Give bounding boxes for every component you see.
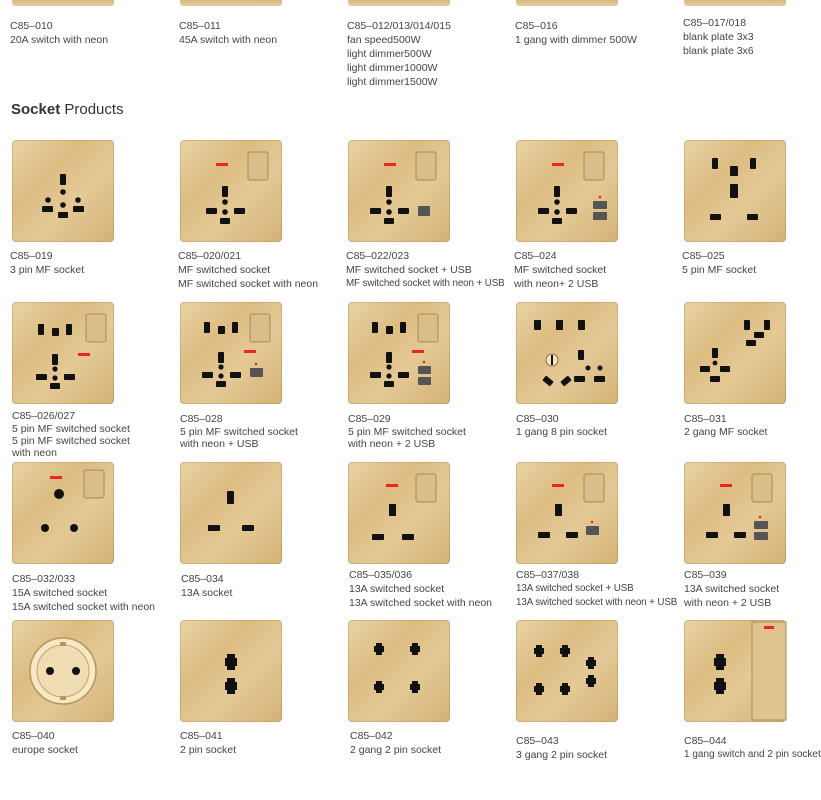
product-code: C85–031 [684, 413, 727, 425]
5pin-mf-switched-socket-icon [12, 302, 114, 404]
product-desc: 3 pin MF socket [10, 264, 85, 276]
product-image [12, 302, 114, 404]
product-desc: 13A switched socket [349, 583, 445, 595]
product-image [180, 302, 282, 404]
product-image [180, 140, 282, 242]
product-image [180, 462, 282, 564]
product-desc: MF switched socket + USB [346, 264, 472, 276]
section-title-rest: Products [60, 101, 124, 118]
product-code: C85–020/021 [178, 250, 242, 262]
product-caption [349, 569, 492, 610]
product-desc: with neon + 2 USB [684, 597, 772, 609]
product-image [12, 0, 114, 6]
product-code: C85–037/038 [516, 569, 580, 581]
product-desc: with neon + USB [180, 438, 259, 450]
product-caption [12, 573, 155, 614]
product-desc: blank plate 3x3 [683, 31, 754, 43]
2gang-2pin-socket-icon [348, 620, 450, 722]
product-caption [10, 20, 108, 47]
product-desc: 13A switched socket with neon [349, 597, 493, 609]
product-image [348, 620, 450, 722]
product-image [348, 302, 450, 404]
product-desc: with neon+ 2 USB [514, 278, 599, 290]
product-image [348, 462, 450, 564]
5pin-mf-switched-usb-socket-icon [180, 302, 282, 404]
product-image [12, 140, 114, 242]
product-desc: 13A switched socket [684, 583, 780, 595]
product-code: C85–025 [682, 250, 725, 262]
product-code: C85–042 [350, 730, 393, 742]
product-desc: light dimmer1500W [347, 76, 438, 88]
product-code: C85–016 [515, 20, 558, 32]
product-caption [181, 573, 232, 600]
product-image [516, 0, 618, 6]
product-caption [180, 730, 236, 757]
product-caption [516, 735, 607, 762]
product-caption [514, 250, 606, 291]
5pin-mf-switched-2usb-socket-icon [348, 302, 450, 404]
product-desc: 5 pin MF switched socket [12, 423, 130, 435]
product-caption [346, 250, 505, 291]
product-image [348, 0, 450, 6]
product-desc: light dimmer1000W [347, 62, 438, 74]
product-caption [178, 250, 318, 291]
3gang-2pin-socket-icon [516, 620, 618, 722]
product-desc: 3 gang 2 pin socket [516, 749, 608, 761]
product-desc: MF switched socket with neon + USB [346, 278, 505, 289]
product-code: C85–012/013/014/015 [347, 20, 451, 32]
product-image [348, 140, 450, 242]
product-code: C85–022/023 [346, 250, 410, 262]
product-image [684, 302, 786, 404]
product-code: C85–032/033 [12, 573, 76, 585]
product-desc: 20A switch with neon [10, 34, 109, 46]
product-caption [10, 250, 84, 277]
product-code: C85–035/036 [349, 569, 413, 581]
product-image [516, 620, 618, 722]
13a-switched-2usb-socket-icon [684, 462, 786, 564]
product-desc: 5 pin MF switched socket [12, 435, 130, 447]
product-caption [516, 569, 677, 610]
5pin-mf-socket-icon [684, 140, 786, 242]
product-code: C85–010 [10, 20, 53, 32]
product-code: C85–039 [684, 569, 727, 581]
13a-switched-socket-icon [348, 462, 450, 564]
product-caption [12, 410, 130, 459]
product-caption [683, 17, 754, 58]
product-code: C85–044 [684, 735, 727, 747]
product-desc: 13A switched socket + USB [516, 583, 634, 594]
product-desc: MF switched socket [178, 264, 271, 276]
product-image [12, 462, 114, 564]
product-desc: 2 gang 2 pin socket [350, 744, 442, 756]
product-desc: 13A socket [181, 587, 233, 599]
product-desc: 2 pin socket [180, 744, 237, 756]
product-desc: 15A switched socket [12, 587, 108, 599]
product-desc: blank plate 3x6 [683, 45, 754, 57]
13a-switched-usb-socket-icon [516, 462, 618, 564]
product-code: C85–034 [181, 573, 224, 585]
mf-switched-usb-socket-icon [348, 140, 450, 242]
1gang-switch-2pin-socket-icon [684, 620, 786, 722]
product-caption [684, 735, 821, 762]
15a-switched-socket-icon [12, 462, 114, 564]
product-desc: 1 gang switch and 2 pin socket [684, 749, 821, 760]
product-code: C85–030 [516, 413, 559, 425]
mf-socket-icon [12, 140, 114, 242]
product-caption [516, 413, 607, 438]
product-code: C85–043 [516, 735, 559, 747]
product-caption [350, 730, 441, 757]
product-code: C85–026/027 [12, 410, 76, 422]
product-image [684, 620, 786, 722]
product-code: C85–017/018 [683, 17, 747, 29]
section-title [11, 101, 124, 118]
product-desc: europe socket [12, 744, 78, 756]
product-image [684, 462, 786, 564]
product-image [516, 462, 618, 564]
product-desc: 45A switch with neon [179, 34, 278, 46]
product-caption [348, 413, 466, 450]
product-desc: 5 pin MF socket [682, 264, 757, 276]
product-image [180, 0, 282, 6]
product-desc: 2 gang MF socket [684, 426, 768, 438]
product-caption [180, 413, 298, 450]
product-caption [515, 20, 637, 47]
product-code: C85–024 [514, 250, 557, 262]
product-caption [179, 20, 277, 47]
product-image [12, 620, 114, 722]
product-image [516, 140, 618, 242]
product-desc: MF switched socket [514, 264, 607, 276]
product-desc: 15A switched socket with neon [12, 601, 156, 613]
2gang-mf-socket-icon [684, 302, 786, 404]
product-caption [684, 569, 779, 610]
8pin-socket-icon [516, 302, 618, 404]
product-caption [347, 20, 451, 89]
product-code: C85–040 [12, 730, 55, 742]
product-desc: 5 pin MF switched socket [180, 426, 298, 438]
product-desc: with neon [12, 447, 57, 459]
mf-switched-socket-icon [180, 140, 282, 242]
product-code: C85–029 [348, 413, 391, 425]
product-image [684, 140, 786, 242]
product-image [180, 620, 282, 722]
product-desc: 1 gang with dimmer 500W [515, 34, 637, 46]
product-code: C85–019 [10, 250, 53, 262]
product-image [516, 302, 618, 404]
product-desc: 1 gang 8 pin socket [516, 426, 608, 438]
product-desc: MF switched socket with neon [178, 278, 319, 290]
product-desc: 13A switched socket with neon + USB [516, 597, 678, 608]
product-caption [12, 730, 78, 757]
product-code: C85–041 [180, 730, 223, 742]
product-desc: light dimmer500W [347, 48, 432, 60]
2pin-socket-icon [180, 620, 282, 722]
13a-socket-icon [180, 462, 282, 564]
section-title-bold: Socket [11, 101, 61, 118]
product-desc: fan speed500W [347, 34, 421, 46]
product-caption [684, 413, 767, 438]
europe-socket-icon [12, 620, 114, 722]
product-code: C85–028 [180, 413, 223, 425]
product-desc: 5 pin MF switched socket [348, 426, 466, 438]
product-image [684, 0, 786, 6]
product-caption [682, 250, 756, 277]
mf-switched-2usb-socket-icon [516, 140, 618, 242]
product-desc: with neon + 2 USB [348, 438, 436, 450]
product-code: C85–011 [179, 20, 221, 32]
